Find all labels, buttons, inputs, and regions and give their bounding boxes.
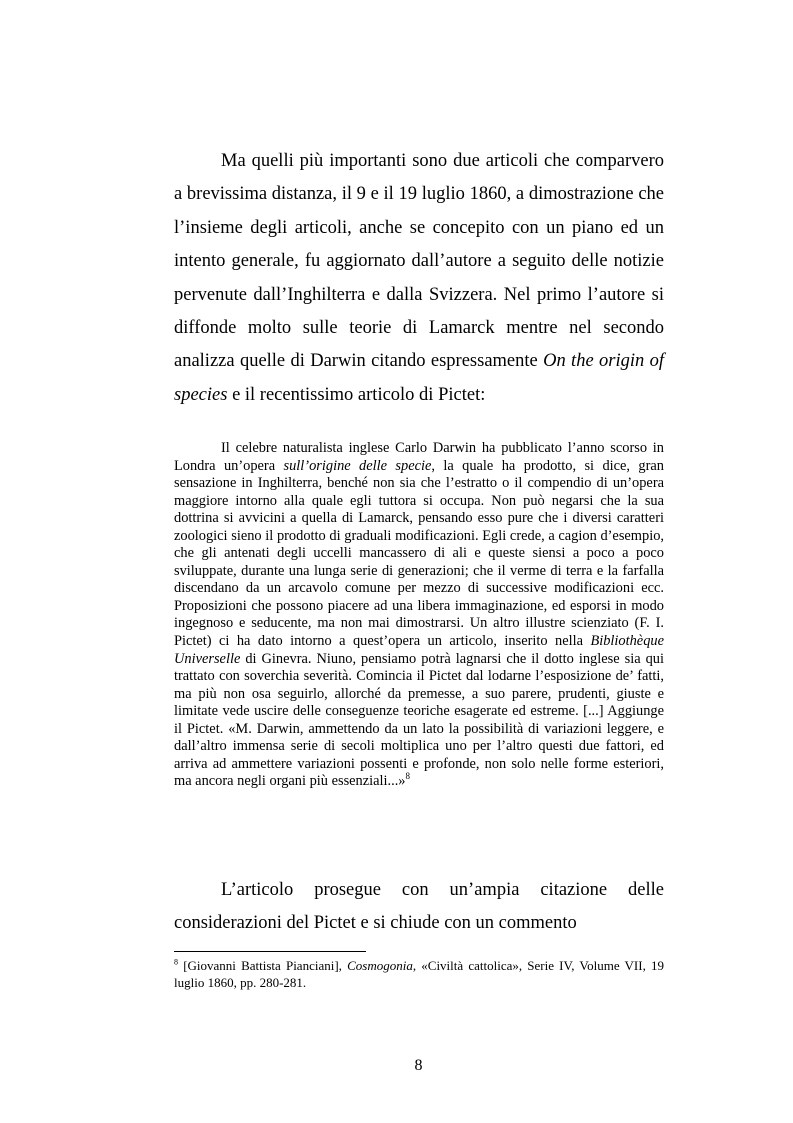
book-title: On the origin of species: [174, 351, 664, 405]
page-number: 8: [414, 1057, 423, 1074]
quote-text: Il celebre naturalista inglese Carlo Darwin ha pubblicato l’anno scorso in Londra un’opera: [174, 440, 664, 474]
footnote-title: Cosmogonia: [347, 958, 413, 973]
paragraph-text: L’articolo prosegue con un’ampia citazione delle considerazioni del Pictet e si chiude con un commento: [174, 880, 664, 934]
paragraph-text: e il recentissimo articolo di Pictet:: [232, 384, 486, 405]
footnote-mark: 8: [174, 957, 178, 967]
footnote-reference: 8: [405, 771, 411, 782]
footnote-separator: [174, 951, 366, 952]
footnote: [174, 958, 664, 991]
body-paragraph-2: [174, 874, 664, 941]
footnote-text: [Giovanni Battista Pianciani],: [183, 958, 342, 973]
quote-text: di Ginevra. Niuno, pensiamo potrà lagnarsi che il dotto inglese sia qui trattato con soverchia severità. Comincia il Pictet dal lodarne l’esposizione de’ fatti, ma più non osa seguirlo, allorché da premesse, a suo parere, prudenti, giuste e limitate vede uscire delle conseguenze teoriche esagerate ed estreme. [...] Aggiunge il Pictet. «M. Darwin, ammettendo da un lato la possibilità di variazioni leggere, e dall’altro immensa serie di secoli moltiplica uno per l’altro questi due fattori, ed arriva ad ammettere variazioni possenti e profonde, non solo nelle forme esteriori, ma ancora negli organi più essenziali...»: [174, 650, 664, 790]
quote-text: , la quale ha prodotto, si dice, gran sensazione in Inghilterra, benché non sia che l’estratto o il compendio di un’opera maggiore intorno alla quale egli tuttora si occupa. Non può negarsi che la sua dottrina si avvicini a quella di Lamarck, pensando esso pure che i diversi caratteri zoologici sieno il prodotto di graduali modificazioni. Egli crede, a cagion d’esempio, che gli antenati degli uccelli mancassero di ali e queste siensi a poco a poco sviluppate, durante una lunga serie di generazioni; che il verme di terra e la farfalla discendano da un arcavolo comune per mezzo di successive modificazioni ecc. Proposizioni che possono piacere ad una libera immaginazione, ed esporsi in modo ingegnoso e seducente, ma non mai dimostrarsi. Un altro illustre scienziato (F. I. Pictet) ci ha dato intorno a quest’opera un articolo, inserito nella: [174, 457, 664, 650]
block-quote: [174, 440, 664, 791]
journal-title: Bibliothèque Universelle: [174, 633, 664, 667]
footnote-text: , «Civiltà cattolica», Serie IV, Volume VII, 19 luglio 1860, pp. 280-281.: [174, 958, 665, 990]
quoted-work-title: sull’origine delle specie: [283, 457, 432, 474]
body-paragraph-1: [174, 145, 664, 412]
paragraph-text: Ma quelli più importanti sono due articoli che comparvero a brevissima distanza, il 9 e il 19 luglio 1860, a dimostrazione che l’insieme degli articoli, anche se concepito con un piano ed un intento generale, fu aggiornato dall’autore a seguito delle notizie pervenute dall’Inghilterra e dalla Svizzera. Nel primo l’autore si diffonde molto sulle teorie di Lamarck mentre nel secondo analizza quelle di Darwin citando espressamente: [174, 151, 664, 372]
